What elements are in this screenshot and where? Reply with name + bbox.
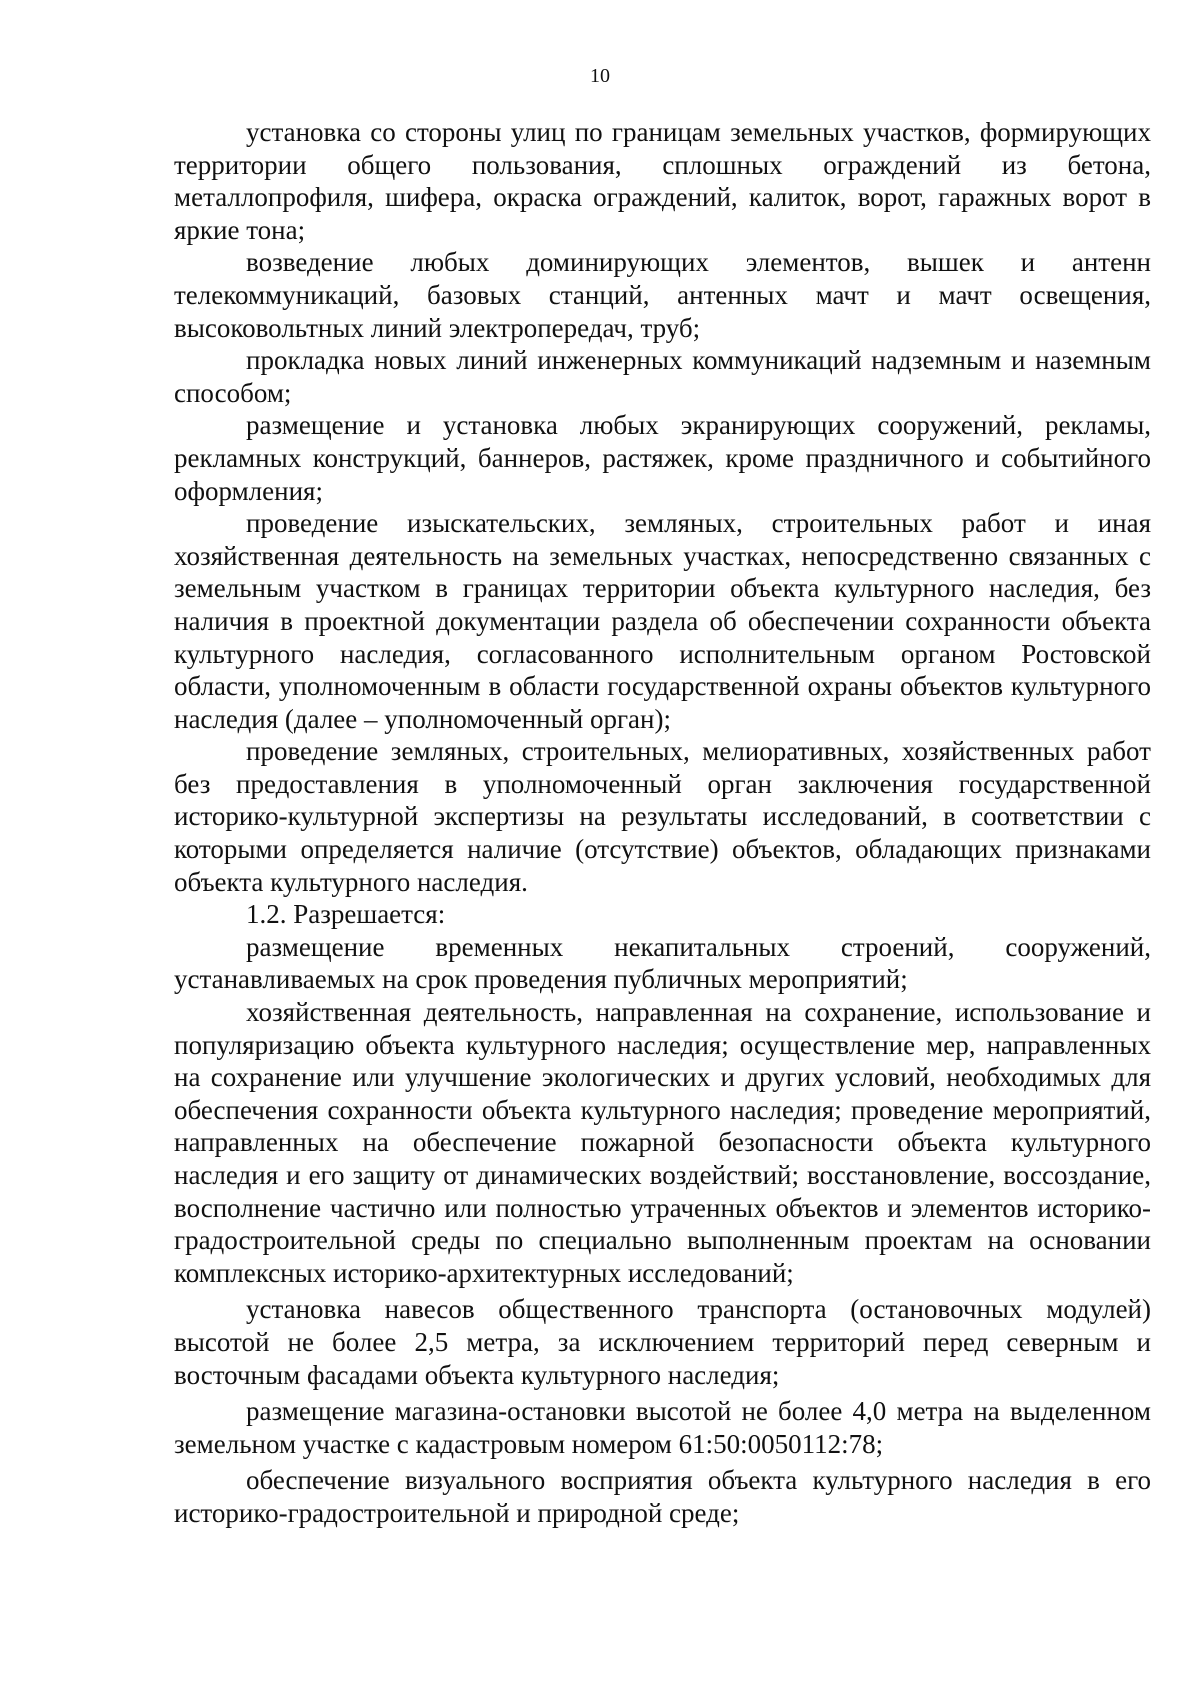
paragraph-screening-structures: размещение и установка любых экранирующих сооружений, рекламы, рекламных конструкций, баннеров, растяжек, кроме праздничного и событийного оформления;	[174, 410, 1151, 506]
paragraph-temporary-structures: размещение временных некапитальных строений, сооружений, устанавливаемых на срок проведения публичных мероприятий;	[174, 931, 1151, 995]
paragraph-survey-works: проведение изыскательских, земляных, строительных работ и иная хозяйственная деятельность на земельных участках, непосредственно связанных с земельным участком в границах территории объекта культурного наследия, без наличия в проектной документации раздела об обеспечении сохранности объекта культурного наследия, согласованного исполнительным органом Ростовской области, уполномоченным в области государственной охраны объектов культурного наследия (далее – уполномоченный орган);	[174, 508, 1151, 734]
paragraph-utility-lines: прокладка новых линий инженерных коммуникаций надземным и наземным способом;	[174, 345, 1151, 408]
paragraph-economic-activity: хозяйственная деятельность, направленная на сохранение, использование и популяризацию объекта культурного наследия; осуществление мер, направленных на сохранение или улучшение экологических и других условий, необходимых для обеспечения сохранности объекта культурного наследия; проведение мероприятий, направленных на обеспечение пожарной безопасности объекта культурного наследия и его защиту от динамических воздействий; восстановление, воссоздание, восполнение частично или полностью утраченных объектов и элементов историко-градостроительной среды по специально выполненным проектам на основании комплексных историко-архитектурных исследований;	[174, 997, 1151, 1288]
paragraph-shop-stop: размещение магазина-остановки высотой не более 4,0 метра на выделенном земельном участке с кадастровым номером 61:50:0050112:78;	[174, 1396, 1151, 1459]
document-body	[174, 116, 1151, 1530]
paragraph-expertise-works: проведение земляных, строительных, мелиоративных, хозяйственных работ без предоставления в уполномоченный орган заключения государственной историко-культурной экспертизы на результаты исследований, в соответствии с которыми определяется наличие (отсутствие) объектов, обладающих признаками объекта культурного наследия.	[174, 736, 1151, 897]
paragraph-transport-shelters: установка навесов общественного транспорта (остановочных модулей) высотой не более 2,5 метра, за исключением территорий перед северным и восточным фасадами объекта культурного наследия;	[174, 1294, 1151, 1390]
section-heading-allowed: 1.2. Разрешается:	[246, 899, 446, 930]
page-number: 10	[590, 65, 610, 87]
paragraph-dominant-elements: возведение любых доминирующих элементов, вышек и антенн телекоммуникаций, базовых станций, антенных мачт и мачт освещения, высоковольтных линий электропередач, труб;	[174, 247, 1151, 343]
paragraph-visual-perception: обеспечение визуального восприятия объекта культурного наследия в его историко-градостроительной и природной среде;	[174, 1465, 1151, 1528]
paragraph-fence-restrictions: установка со стороны улиц по границам земельных участков, формирующих территории общего пользования, сплошных ограждений из бетона, металлопрофиля, шифера, окраска ограждений, калиток, ворот, гаражных ворот в яркие тона;	[174, 117, 1151, 245]
